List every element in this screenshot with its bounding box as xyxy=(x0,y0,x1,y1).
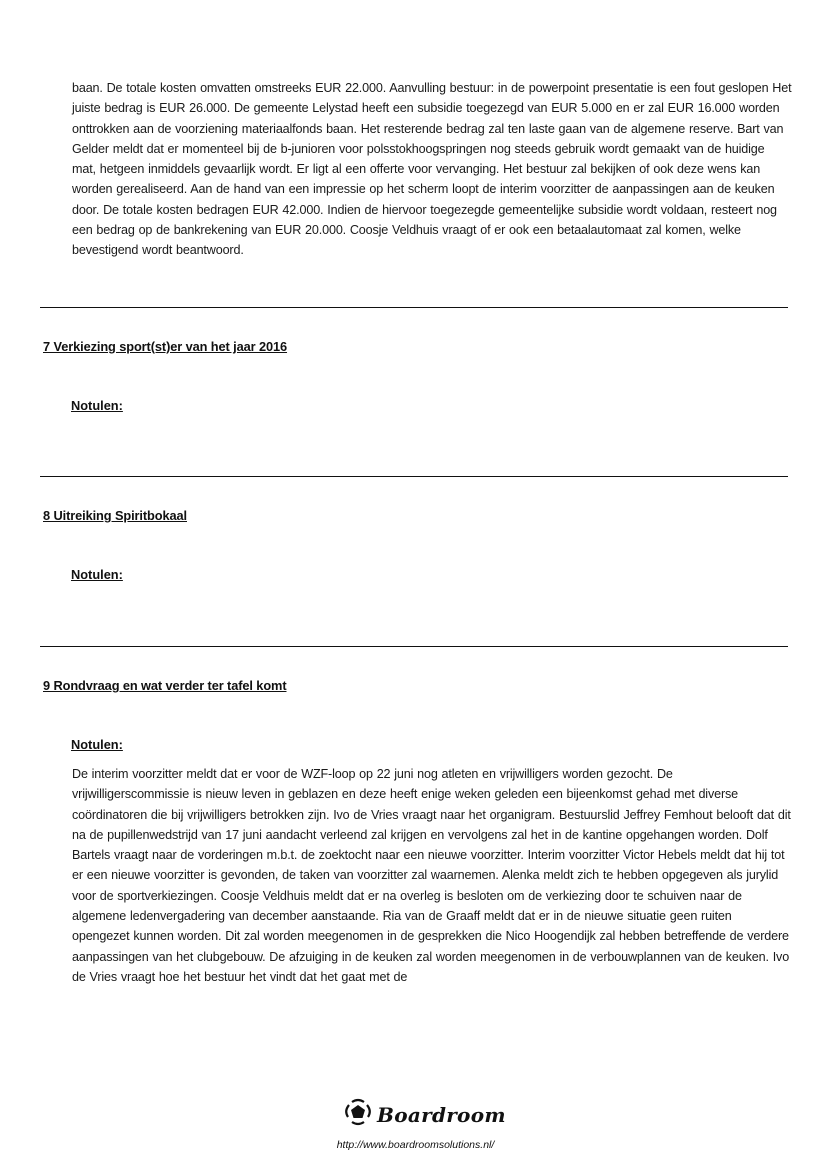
notulen-label-7: Notulen: xyxy=(71,398,123,413)
section-heading-9: 9 Rondvraag en wat verder ter tafel komt xyxy=(43,678,287,693)
footer-url[interactable]: http://www.boardroomsolutions.nl/ xyxy=(336,1139,495,1151)
logo-text: Boardroom xyxy=(377,1102,506,1127)
continued-paragraph: baan. De totale kosten omvatten omstreeks EUR 22.000. Aanvulling bestuur: in de powerpoint presentatie is een fout geslopen Het juiste bedrag is EUR 26.000. De gemeente Lelystad heeft een subsidie toegezegd van EUR 5.000 en er zal EUR 16.000 worden onttrokken aan de voorziening materiaalfonds baan. Het resterende bedrag zal ten laste gaan van de algemene reserve. Bart van Gelder meldt dat er momenteel bij de b-junioren voor polsstokhoogspringen nog steeds gebruik wordt gemaakt van de huidige mat, hetgeen inmiddels gevaarlijk wordt. Er ligt al een offerte voor vervanging. Het bestuur zal bekijken of ook deze wens kan worden gerealiseerd. Aan de hand van een impressie op het scherm loopt de interim voorzitter de aanpassingen aan de keuken door. De totale kosten bedragen EUR 42.000. Indien de hiervoor toegezegde gemeentelijke subsidie wordt voldaan, resteert nog een bedrag op de bankrekening van EUR 20.000. Coosje Veldhuis vraagt of er ook een betaalautomaat zal komen, welke bevestigend wordt beantwoord. xyxy=(72,81,792,258)
section-divider xyxy=(40,307,788,308)
section-divider xyxy=(40,646,788,647)
section-heading-8: 8 Uitreiking Spiritbokaal xyxy=(43,508,187,523)
notulen-label-8: Notulen: xyxy=(71,567,123,582)
footer-logo xyxy=(343,1097,506,1132)
flower-icon xyxy=(343,1097,373,1132)
notulen-label-9: Notulen: xyxy=(71,737,123,752)
section-divider xyxy=(40,476,788,477)
section-heading-7: 7 Verkiezing sport(st)er van het jaar 2016 xyxy=(43,339,288,354)
section-9-body: De interim voorzitter meldt dat er voor de WZF-loop op 22 juni nog atleten en vrijwilligers worden gezocht. De vrijwilligerscommissie is nieuw leven in geblazen en deze heeft enige weken geleden een bijeenkomst gehad met diverse coördinatoren die bij vrijwilligers betrokken zijn. Ivo de Vries vraagt naar het organigram. Bestuurslid Jeffrey Femhout belooft dat dit na de pupillenwedstrijd van 17 juni aandacht verleend zal krijgen en vervolgens zal het in de kantine opgehangen worden. Dolf Bartels vraagt naar de vorderingen m.b.t. de zoektocht naar een nieuwe voorzitter. Interim voorzitter Victor Hebels meldt dat hij tot er een nieuwe voorzitter is gevonden, de taken van voorzitter zal waarnemen. Alenka meldt zich te hebben opgegeven als jurylid voor de sportverkiezingen. Coosje Veldhuis meldt dat er na overleg is besloten om de verkiezing door te schuiven naar de algemene ledenvergadering van december aanstaande. Ria van de Graaff meldt dat er in de nieuwe situatie geen ruiten opengezet kunnen worden. Dit zal worden meegenomen in de gesprekken die Nico Hoogendijk zal hebben betreffende de verdere aanpassingen van het clubgebouw. De afzuiging in de keuken zal worden meegenomen in de verbouwplannen van de keuken. Ivo de Vries vraagt hoe het bestuur het vindt dat het gaat met de xyxy=(72,767,791,984)
